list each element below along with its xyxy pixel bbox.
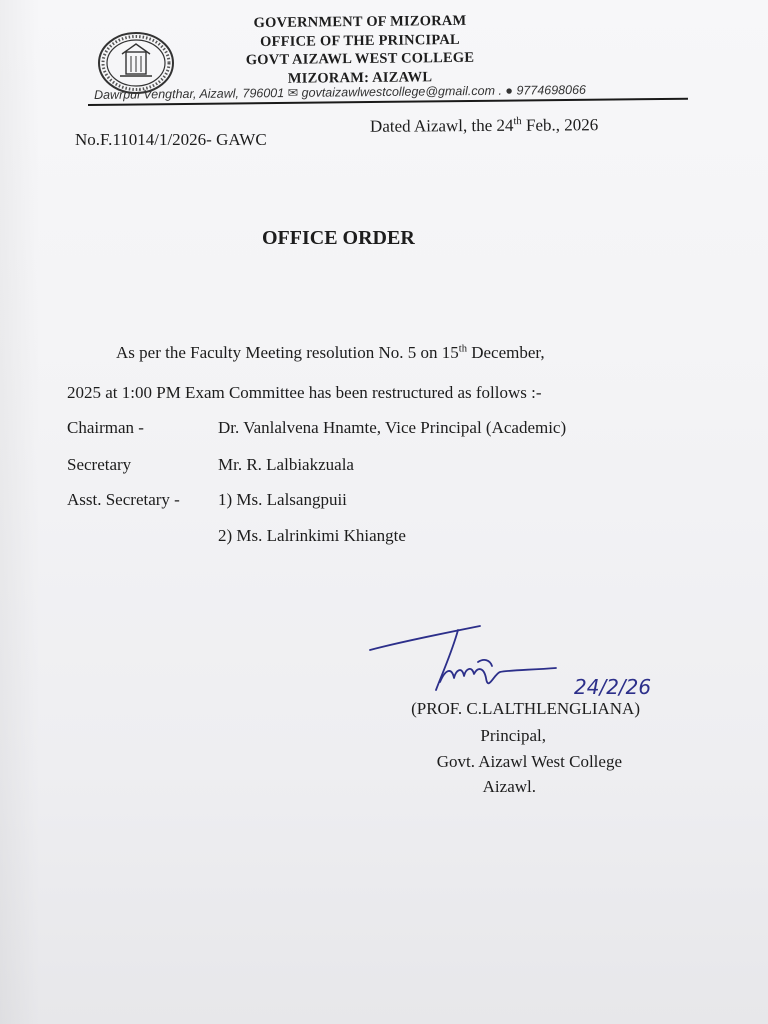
signature-date: 24/2/26 — [574, 675, 652, 699]
phone-text: 9774698066 — [516, 82, 587, 98]
address-text: Dawrpui Vengthar, Aizawl, 796001 — [93, 85, 285, 102]
signatory-name: (PROF. C.LALTHLENGLIANA) — [411, 699, 640, 718]
body-line-1-superscript: th — [458, 343, 467, 355]
body-line-1 — [116, 343, 545, 363]
header-college: GOVT AIZAWL WEST COLLEGE — [245, 49, 475, 69]
header-government: GOVERNMENT OF MIZORAM — [253, 12, 467, 32]
email-text: govtaizawlwestcollege@gmail.com . — [301, 83, 502, 100]
signatory-place: Aizawl. — [482, 777, 536, 796]
committee-name-secretary: Mr. R. Lalbiakzuala — [218, 455, 354, 474]
committee-role-chairman: Chairman - — [67, 418, 144, 437]
phone-icon: ● — [505, 83, 514, 98]
body-line-1-prefix: As per the Faculty Meeting resolution No. 5 on 15 — [116, 343, 459, 362]
mail-icon: ✉ — [287, 85, 299, 100]
header-office: OFFICE OF THE PRINCIPAL — [260, 31, 460, 51]
dated-prefix: Dated Aizawl, the 24 — [369, 115, 514, 136]
header-location: MIZORAM: AIZAWL — [287, 69, 433, 87]
document-title: OFFICE ORDER — [262, 227, 415, 249]
committee-role-asst-secretary: Asst. Secretary - — [67, 490, 180, 509]
body-line-1-suffix: December, — [466, 343, 545, 362]
body-line-2: 2025 at 1:00 PM Exam Committee has been restructured as follows :- — [67, 383, 542, 402]
dated-suffix: Feb., 2026 — [521, 115, 599, 135]
reference-number: No.F.11014/1/2026- GAWC — [75, 130, 267, 149]
committee-name-asst-secretary-2: 2) Ms. Lalrinkimi Khiangte — [218, 526, 406, 545]
committee-name-chairman: Dr. Vanlalvena Hnamte, Vice Principal (Academic) — [218, 418, 567, 437]
committee-name-asst-secretary-1: 1) Ms. Lalsangpuii — [218, 490, 347, 509]
dated-line — [370, 115, 598, 137]
signatory-institution: Govt. Aizawl West College — [436, 752, 622, 771]
dated-superscript: th — [513, 116, 522, 128]
page-shadow — [0, 0, 40, 1024]
signatory-designation: Principal, — [480, 726, 546, 745]
committee-role-secretary: Secretary — [67, 455, 132, 474]
handwritten-signature — [360, 612, 680, 702]
